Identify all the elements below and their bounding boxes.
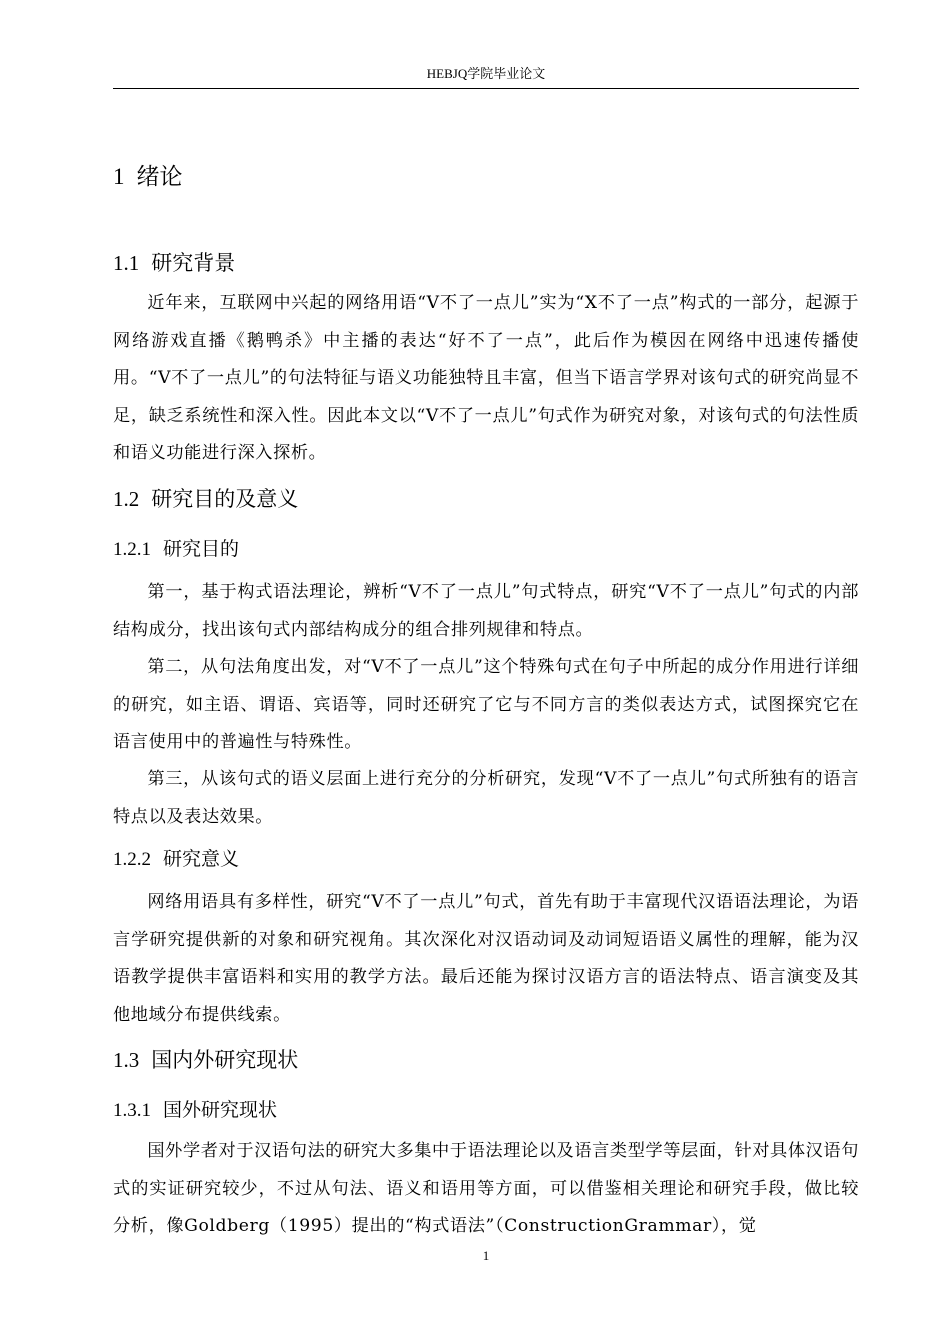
section-title: 研究目的及意义 xyxy=(151,487,299,511)
subsection-number: 1.2.2 xyxy=(113,849,151,870)
subsection-title: 研究意义 xyxy=(163,848,240,870)
paragraph-background: 近年来，互联网中兴起的网络用语“V不了一点儿”实为“X不了一点”构式的一部分，起源于网络游戏直播《鹅鸭杀》中主播的表达“好不了一点”，此后作为模因在网络中迅速传播使用。“V不了一点儿”的句法特征与语义功能独特且丰富，但当下语言学界对该句式的研究尚显不足，缺乏系统性和深入性。因此本文以“V不了一点儿”句式作为研究对象，对该句式的句法性质和语义功能进行深入探析。 xyxy=(113,293,859,463)
section-heading-1-1 xyxy=(113,249,235,277)
subsection-heading-1-2-1 xyxy=(113,536,239,563)
section-number: 1.2 xyxy=(113,487,140,511)
subsection-number: 1.2.1 xyxy=(113,539,151,560)
header-divider xyxy=(113,88,859,89)
subsection-title: 国外研究现状 xyxy=(163,1099,278,1121)
subsection-number: 1.3.1 xyxy=(113,1100,151,1121)
paragraph-purpose-3: 第三，从该句式的语义层面上进行充分的分析研究，发现“V不了一点儿”句式所独有的语言特点以及表达效果。 xyxy=(113,769,859,827)
section-heading-1-3 xyxy=(113,1046,298,1074)
section-number: 1.3 xyxy=(113,1048,140,1072)
paragraph-significance: 网络用语具有多样性，研究“V不了一点儿”句式，首先有助于丰富现代汉语语法理论，为语言学研究提供新的对象和研究视角。其次深化对汉语动词及动词短语语义属性的理解，能为汉语教学提供丰富语料和实用的教学方法。最后还能为探讨汉语方言的语法特点、语言演变及其他地域分布提供线索。 xyxy=(113,892,859,1025)
chapter-number: 1 xyxy=(113,164,125,189)
running-header: HEBJQ学院毕业论文 xyxy=(426,66,546,81)
subsection-heading-1-3-1 xyxy=(113,1097,277,1124)
subsection-title: 研究目的 xyxy=(163,538,240,560)
subsection-heading-1-2-2 xyxy=(113,846,239,873)
page-number: 1 xyxy=(482,1248,490,1263)
section-title: 国内外研究现状 xyxy=(151,1048,299,1072)
section-number: 1.1 xyxy=(113,251,140,275)
chapter-title: 绪论 xyxy=(136,164,183,190)
chapter-heading xyxy=(113,162,183,192)
paragraph-purpose-2: 第二，从句法角度出发，对“V不了一点儿”这个特殊句式在句子中所起的成分作用进行详细的研究，如主语、谓语、宾语等，同时还研究了它与不同方言的类似表达方式，试图探究它在语言使用中的普遍性与特殊性。 xyxy=(113,657,859,752)
section-title: 研究背景 xyxy=(151,251,236,275)
paragraph-purpose-1: 第一，基于构式语法理论，辨析“V不了一点儿”句式特点，研究“V不了一点儿”句式的内部结构成分，找出该句式内部结构成分的组合排列规律和特点。 xyxy=(113,582,859,640)
section-heading-1-2 xyxy=(113,485,298,513)
paragraph-foreign-research: 国外学者对于汉语句法的研究大多集中于语法理论以及语言类型学等层面，针对具体汉语句式的实证研究较少，不过从句法、语义和语用等方面，可以借鉴相关理论和研究手段，做比较分析，像Goldberg（1995）提出的“构式语法”（ConstructionGrammar），觉 xyxy=(113,1141,859,1236)
